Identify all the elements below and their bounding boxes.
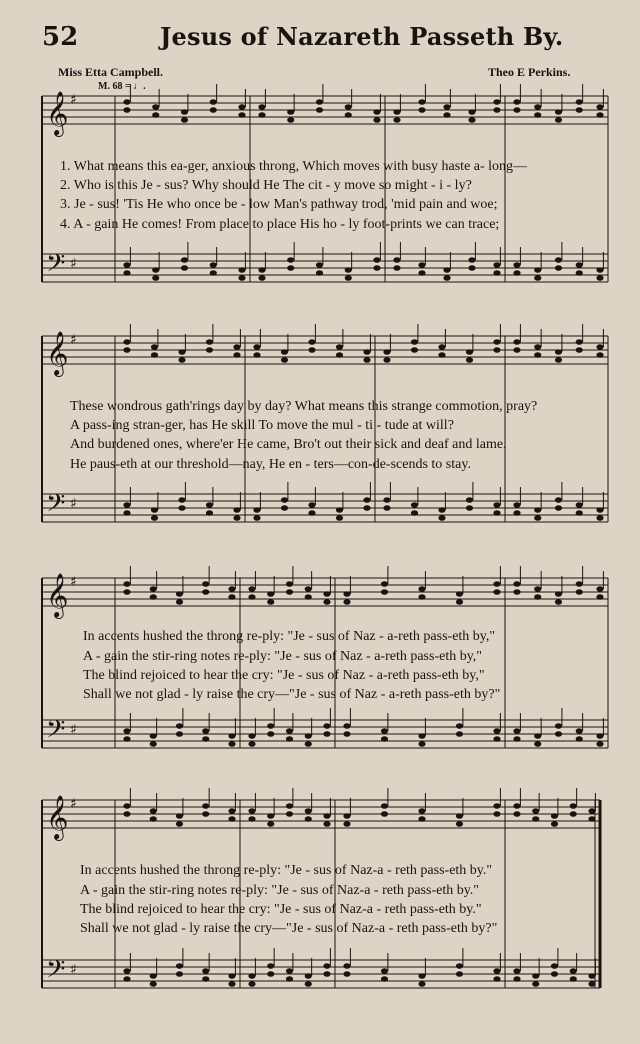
svg-text:♯: ♯ <box>70 796 77 812</box>
svg-text:♯: ♯ <box>70 92 77 108</box>
svg-text:♯: ♯ <box>70 574 77 590</box>
svg-text:♯: ♯ <box>70 332 77 348</box>
svg-text:𝄞: 𝄞 <box>46 573 69 617</box>
lyric-line: A - gain the stir-ring notes re-ply: "Je - sus of Naz - a-reth pass-eth by," <box>83 649 483 664</box>
lyric-line: A pass-ing stran-ger, has He skill To move the mul - ti - tude at will? <box>70 418 454 433</box>
hymn-title: Jesus of Nazareth Passeth By. <box>160 22 564 51</box>
svg-text:𝄢: 𝄢 <box>46 715 66 750</box>
lyric-line: A - gain the stir-ring notes re-ply: "Je - sus of Naz-a - reth pass-eth by." <box>80 883 480 898</box>
svg-text:𝄞: 𝄞 <box>46 795 69 839</box>
lyric-line: These wondrous gath'rings day by day? What means this strange commotion, pray? <box>70 399 538 414</box>
hymn-number: 52 <box>42 22 79 52</box>
lyric-line: 2. Who is this Je - sus? Why should He The cit - y move so might - i - ly? <box>60 178 472 193</box>
svg-text:𝄢: 𝄢 <box>46 955 66 990</box>
composer-credit: Theo E Perkins. <box>488 65 571 79</box>
lyric-line: Shall we not glad - ly raise the cry—"Je - sus of Naz - a-reth pass-eth by?" <box>83 687 501 702</box>
lyric-line: The blind rejoiced to hear the cry: "Je - sus of Naz-a - reth pass-eth by." <box>80 902 482 917</box>
svg-text:𝄞: 𝄞 <box>46 91 69 135</box>
lyric-line: The blind rejoiced to hear the cry: "Je - sus of Naz - a-reth pass-eth by," <box>83 668 485 683</box>
svg-text:♯: ♯ <box>70 962 77 978</box>
svg-text:♯: ♯ <box>70 722 77 738</box>
lyric-line: In accents hushed the throng re-ply: "Je - sus of Naz-a - reth pass-eth by." <box>80 863 493 878</box>
lyric-line: He paus-eth at our threshold—nay, He en - ters—con-de-scends to stay. <box>70 457 471 472</box>
lyric-line: 1. What means this ea-ger, anxious throng, Which moves with busy haste a- long— <box>60 159 528 174</box>
lyric-line: In accents hushed the throng re-ply: "Je - sus of Naz - a-reth pass-eth by," <box>83 629 496 644</box>
lyric-line: And burdened ones, where'er He came, Bro't out their sick and deaf and lame. <box>70 437 507 452</box>
tempo-marking: M. 68 = ♩. <box>98 81 146 92</box>
lyric-line: Shall we not glad - ly raise the cry—"Je - sus of Naz-a - reth pass-eth by?" <box>80 921 498 936</box>
lyric-line: 3. Je - sus! 'Tis He who once be - low Man's pathway trod, 'mid pain and woe; <box>60 197 498 212</box>
svg-text:𝄞: 𝄞 <box>46 331 69 375</box>
svg-text:𝄢: 𝄢 <box>46 249 66 284</box>
svg-text:♯: ♯ <box>70 496 77 512</box>
lyricist-credit: Miss Etta Campbell. <box>58 65 163 79</box>
svg-text:♯: ♯ <box>70 256 77 272</box>
svg-text:𝄢: 𝄢 <box>46 489 66 524</box>
lyric-line: 4. A - gain He comes! From place to place His ho - ly foot-prints we can trace; <box>60 217 500 232</box>
